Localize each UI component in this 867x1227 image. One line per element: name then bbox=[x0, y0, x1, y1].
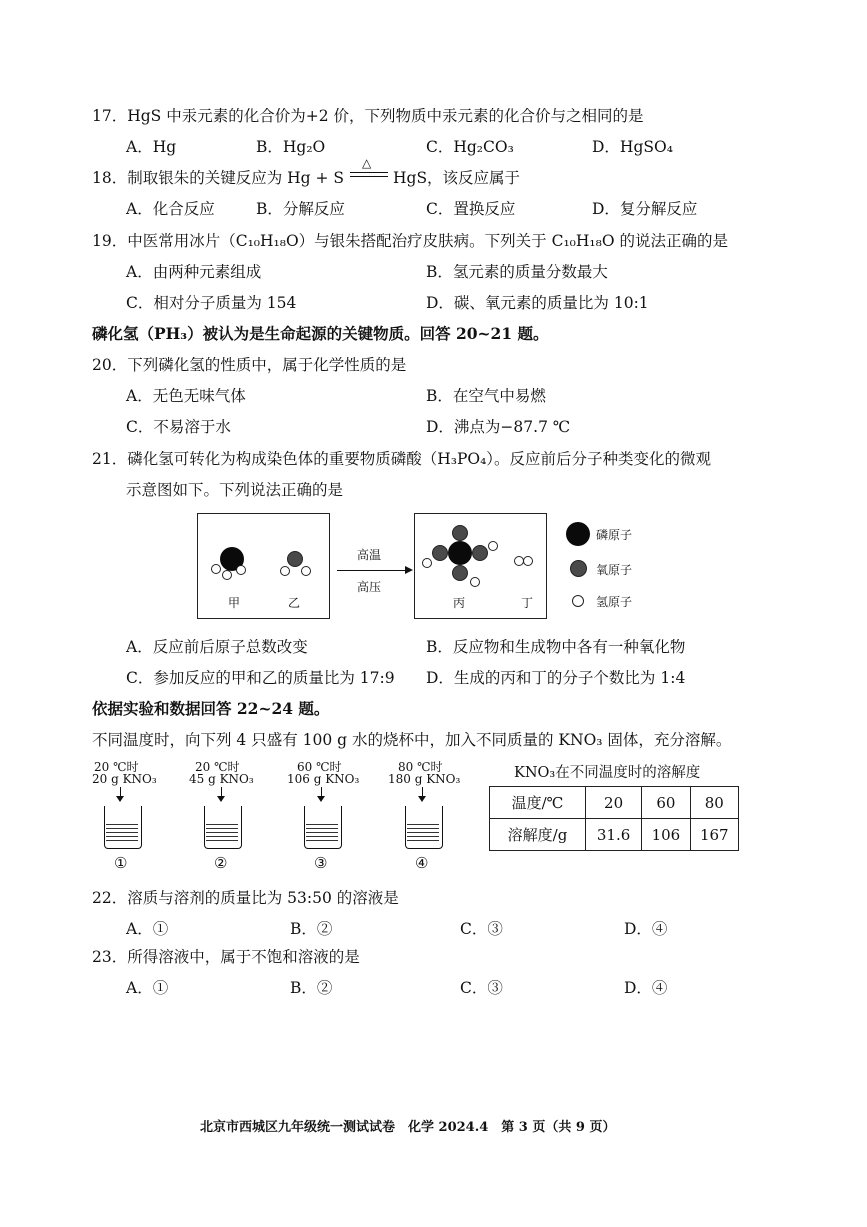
hydrogen-atom bbox=[236, 565, 246, 575]
q19-option-a: A．由两种元素组成 bbox=[126, 263, 262, 281]
legend-phosphorus-icon bbox=[566, 522, 590, 546]
q21-stem-line2: 示意图如下。下列说法正确的是 bbox=[126, 481, 344, 499]
beaker-number: ② bbox=[214, 854, 228, 872]
q22-stem: 22．溶质与溶剂的质量比为 53:50 的溶液是 bbox=[92, 889, 399, 907]
q22-option-d: D．④ bbox=[624, 920, 668, 938]
label-yi: 乙 bbox=[288, 596, 301, 610]
q20-option-d: D．沸点为−87.7 ℃ bbox=[426, 418, 571, 436]
label-ding: 丁 bbox=[521, 596, 534, 610]
oxygen-atom bbox=[452, 565, 468, 581]
beaker-number: ③ bbox=[314, 854, 328, 872]
q23-option-b: B．② bbox=[290, 979, 333, 997]
legend-phosphorus-label: 磷原子 bbox=[596, 528, 633, 542]
q18-option-c: C．置换反应 bbox=[426, 200, 516, 218]
beaker-temp: 20 ℃时 bbox=[195, 760, 240, 774]
q22-option-b: B．② bbox=[290, 920, 333, 938]
q18-stem-after: HgS，该反应属于 bbox=[393, 169, 521, 187]
label-bing: 丙 bbox=[453, 596, 466, 610]
q20-option-c: C．不易溶于水 bbox=[126, 418, 231, 436]
page-footer: 北京市西城区九年级统一测试试卷 化学 2024.4 第 3 页（共 9 页） bbox=[200, 1120, 616, 1135]
hydrogen-atom bbox=[280, 566, 290, 576]
q19-option-d: D．碳、氧元素的质量比为 10:1 bbox=[426, 294, 649, 312]
q17-option-b: B．Hg₂O bbox=[256, 138, 326, 156]
q21-stem-line1: 21．磷化氢可转化为构成染色体的重要物质磷酸（H₃PO₄）。反应前后分子种类变化的微观 bbox=[92, 450, 712, 468]
table-cell: 80 bbox=[690, 787, 738, 819]
beaker-3 bbox=[283, 758, 363, 870]
q23-option-d: D．④ bbox=[624, 979, 668, 997]
hydrogen-atom bbox=[470, 577, 480, 587]
beaker-number: ④ bbox=[415, 854, 429, 872]
solubility-table-title: KNO₃在不同温度时的溶解度 bbox=[514, 765, 701, 781]
beaker-mass: 106 g KNO₃ bbox=[287, 772, 360, 786]
q23-option-a: A．① bbox=[126, 979, 169, 997]
beaker-temp: 80 ℃时 bbox=[398, 760, 443, 774]
q17-option-d: D．HgSO₄ bbox=[592, 138, 673, 156]
table-header-solubility: 溶解度/g bbox=[490, 819, 586, 851]
oxygen-atom bbox=[452, 525, 468, 541]
condition-high-temp: 高温 bbox=[357, 548, 382, 562]
table-cell: 20 bbox=[586, 787, 642, 819]
q22-option-c: C．③ bbox=[460, 920, 503, 938]
q18-stem-before: 18．制取银朱的关键反应为 Hg + S bbox=[92, 169, 345, 187]
table-cell: 60 bbox=[642, 787, 690, 819]
q20-option-b: B．在空气中易燃 bbox=[426, 387, 546, 405]
q18-option-b: B．分解反应 bbox=[256, 200, 345, 218]
table-row bbox=[490, 787, 739, 819]
table-header-temp: 温度/℃ bbox=[490, 787, 586, 819]
q21-option-d: D．生成的丙和丁的分子个数比为 1:4 bbox=[426, 669, 686, 687]
hydrogen-atom bbox=[211, 564, 221, 574]
section-intro-22-24: 依据实验和数据回答 22~24 题。 bbox=[92, 699, 330, 718]
hydrogen-atom bbox=[222, 570, 232, 580]
reactants-box bbox=[197, 513, 330, 619]
q18-option-d: D．复分解反应 bbox=[592, 200, 698, 218]
q23-stem: 23．所得溶液中，属于不饱和溶液的是 bbox=[92, 948, 360, 966]
table-cell: 106 bbox=[642, 819, 690, 851]
beaker-mass: 180 g KNO₃ bbox=[388, 772, 461, 786]
q19-option-c: C．相对分子质量为 154 bbox=[126, 294, 297, 312]
reaction-condition-arrow bbox=[348, 158, 390, 180]
experiment-description: 不同温度时，向下列 4 只盛有 100 g 水的烧杯中，加入不同质量的 KNO₃ 固体，充分溶解。 bbox=[92, 731, 732, 749]
hydrogen-atom bbox=[422, 558, 432, 568]
oxygen-atom bbox=[432, 545, 448, 561]
q23-option-c: C．③ bbox=[460, 979, 503, 997]
beaker-mass: 45 g KNO₃ bbox=[189, 772, 254, 786]
phosphorus-atom bbox=[448, 541, 472, 565]
table-cell: 167 bbox=[690, 819, 738, 851]
q20-stem: 20．下列磷化氢的性质中，属于化学性质的是 bbox=[92, 356, 407, 374]
q17-option-c: C．Hg₂CO₃ bbox=[426, 138, 514, 156]
legend-hydrogen-label: 氢原子 bbox=[596, 595, 633, 609]
label-jia: 甲 bbox=[228, 596, 241, 610]
beaker-2 bbox=[185, 758, 255, 870]
q22-option-a: A．① bbox=[126, 920, 169, 938]
table-row bbox=[490, 819, 739, 851]
heat-symbol: △ bbox=[362, 156, 372, 170]
legend-hydrogen-icon bbox=[572, 595, 584, 607]
products-box bbox=[414, 513, 547, 619]
hydrogen-atom bbox=[301, 566, 311, 576]
condition-high-pressure: 高压 bbox=[357, 580, 382, 594]
table-cell: 31.6 bbox=[586, 819, 642, 851]
beaker-4 bbox=[384, 758, 464, 870]
beaker-1 bbox=[88, 758, 158, 870]
q19-stem: 19．中医常用冰片（C₁₀H₁₈O）与银朱搭配治疗皮肤病。下列关于 C₁₀H₁₈O 的说法正确的是 bbox=[92, 232, 728, 250]
beaker-number: ① bbox=[114, 854, 128, 872]
legend-oxygen-icon bbox=[570, 560, 587, 577]
oxygen-atom bbox=[287, 551, 303, 567]
oxygen-atom bbox=[472, 545, 488, 561]
q17-stem: 17．HgS 中汞元素的化合价为+2 价，下列物质中汞元素的化合价与之相同的是 bbox=[92, 107, 644, 125]
beaker-temp: 60 ℃时 bbox=[297, 760, 342, 774]
q17-option-a: A．Hg bbox=[126, 138, 177, 156]
q21-option-b: B．反应物和生成物中各有一种氧化物 bbox=[426, 638, 686, 656]
reaction-arrow bbox=[337, 566, 413, 576]
beaker-temp: 20 ℃时 bbox=[94, 760, 139, 774]
q18-option-a: A．化合反应 bbox=[126, 200, 215, 218]
solubility-table bbox=[489, 786, 739, 851]
q20-option-a: A．无色无味气体 bbox=[126, 387, 246, 405]
q19-option-b: B．氢元素的质量分数最大 bbox=[426, 263, 608, 281]
q21-option-c: C．参加反应的甲和乙的质量比为 17:9 bbox=[126, 669, 395, 687]
hydrogen-atom bbox=[488, 541, 498, 551]
beaker-mass: 20 g KNO₃ bbox=[92, 772, 157, 786]
hydrogen-atom bbox=[523, 556, 533, 566]
q21-option-a: A．反应前后原子总数改变 bbox=[126, 638, 308, 656]
section-intro-20-21: 磷化氢（PH₃）被认为是生命起源的关键物质。回答 20~21 题。 bbox=[92, 324, 549, 343]
legend-oxygen-label: 氧原子 bbox=[596, 563, 633, 577]
